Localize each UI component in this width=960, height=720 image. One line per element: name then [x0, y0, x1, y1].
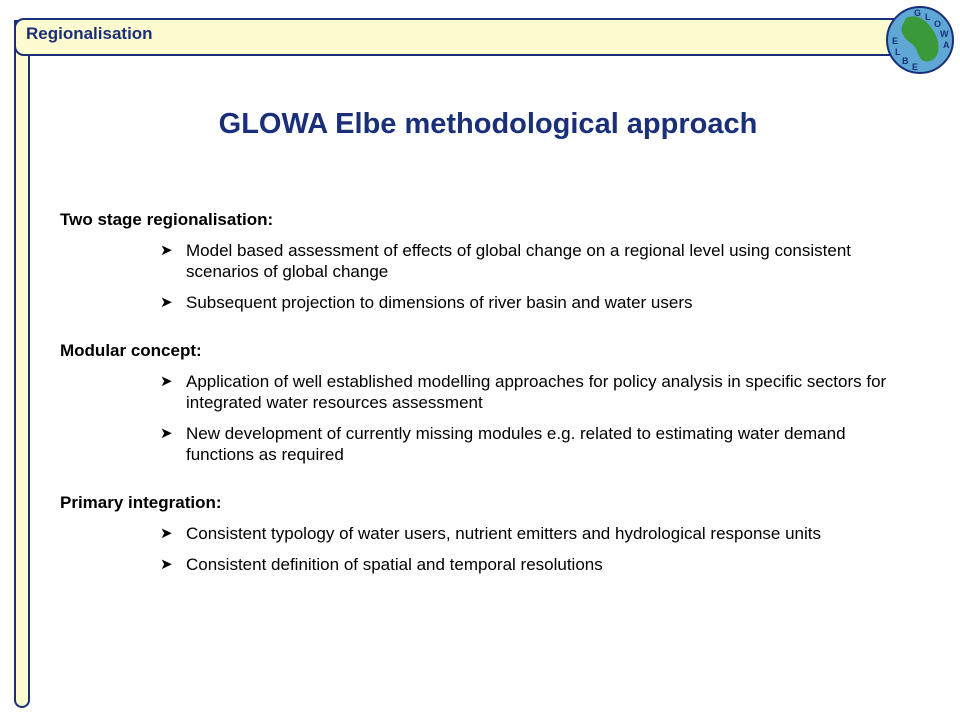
section-primary-integration	[60, 493, 900, 575]
logo-letter: L	[925, 12, 931, 22]
section-heading: Modular concept:	[60, 341, 202, 360]
logo-letter: E	[912, 62, 919, 72]
bullet-item	[60, 292, 900, 313]
section-heading: Two stage regionalisation:	[60, 210, 274, 229]
bullet-text: Application of well established modelling approaches for policy analysis in specific sectors for integrated water resources assessment	[186, 372, 887, 412]
slide-content	[60, 210, 900, 603]
logo-letter: A	[943, 40, 950, 50]
bullet-text: Model based assessment of effects of global change on a regional level using consistent scenarios of global change	[186, 241, 851, 281]
bullet-text: Consistent typology of water users, nutrient emitters and hydrological response units	[186, 524, 821, 543]
logo-letter: W	[940, 29, 949, 39]
bullet-text: New development of currently missing modules e.g. related to estimating water demand functions as required	[186, 424, 846, 464]
arrow-bullet-icon: ➤	[160, 373, 173, 390]
logo-letter: G	[914, 8, 922, 18]
bullet-text: Subsequent projection to dimensions of river basin and water users	[186, 293, 693, 312]
logo-letter: O	[934, 19, 942, 29]
bullet-item	[60, 554, 900, 575]
glowa-elbe-logo-icon	[884, 4, 956, 76]
arrow-bullet-icon: ➤	[160, 556, 173, 573]
section-heading: Primary integration:	[60, 493, 222, 512]
logo-letter: L	[895, 47, 901, 57]
arrow-bullet-icon: ➤	[160, 294, 173, 311]
logo-letter: B	[902, 56, 909, 66]
header-title: Regionalisation	[26, 24, 153, 43]
section-two-stage	[60, 210, 900, 313]
slide-title: GLOWA Elbe methodological approach	[218, 108, 758, 140]
bullet-item	[60, 523, 900, 544]
logo-letter: E	[892, 36, 899, 46]
section-modular	[60, 341, 900, 465]
bullet-item	[60, 371, 900, 413]
bullet-item	[60, 423, 900, 465]
bullet-text: Consistent definition of spatial and temporal resolutions	[186, 555, 603, 574]
arrow-bullet-icon: ➤	[160, 242, 173, 259]
arrow-bullet-icon: ➤	[160, 425, 173, 442]
bullet-item	[60, 240, 900, 282]
arrow-bullet-icon: ➤	[160, 525, 173, 542]
